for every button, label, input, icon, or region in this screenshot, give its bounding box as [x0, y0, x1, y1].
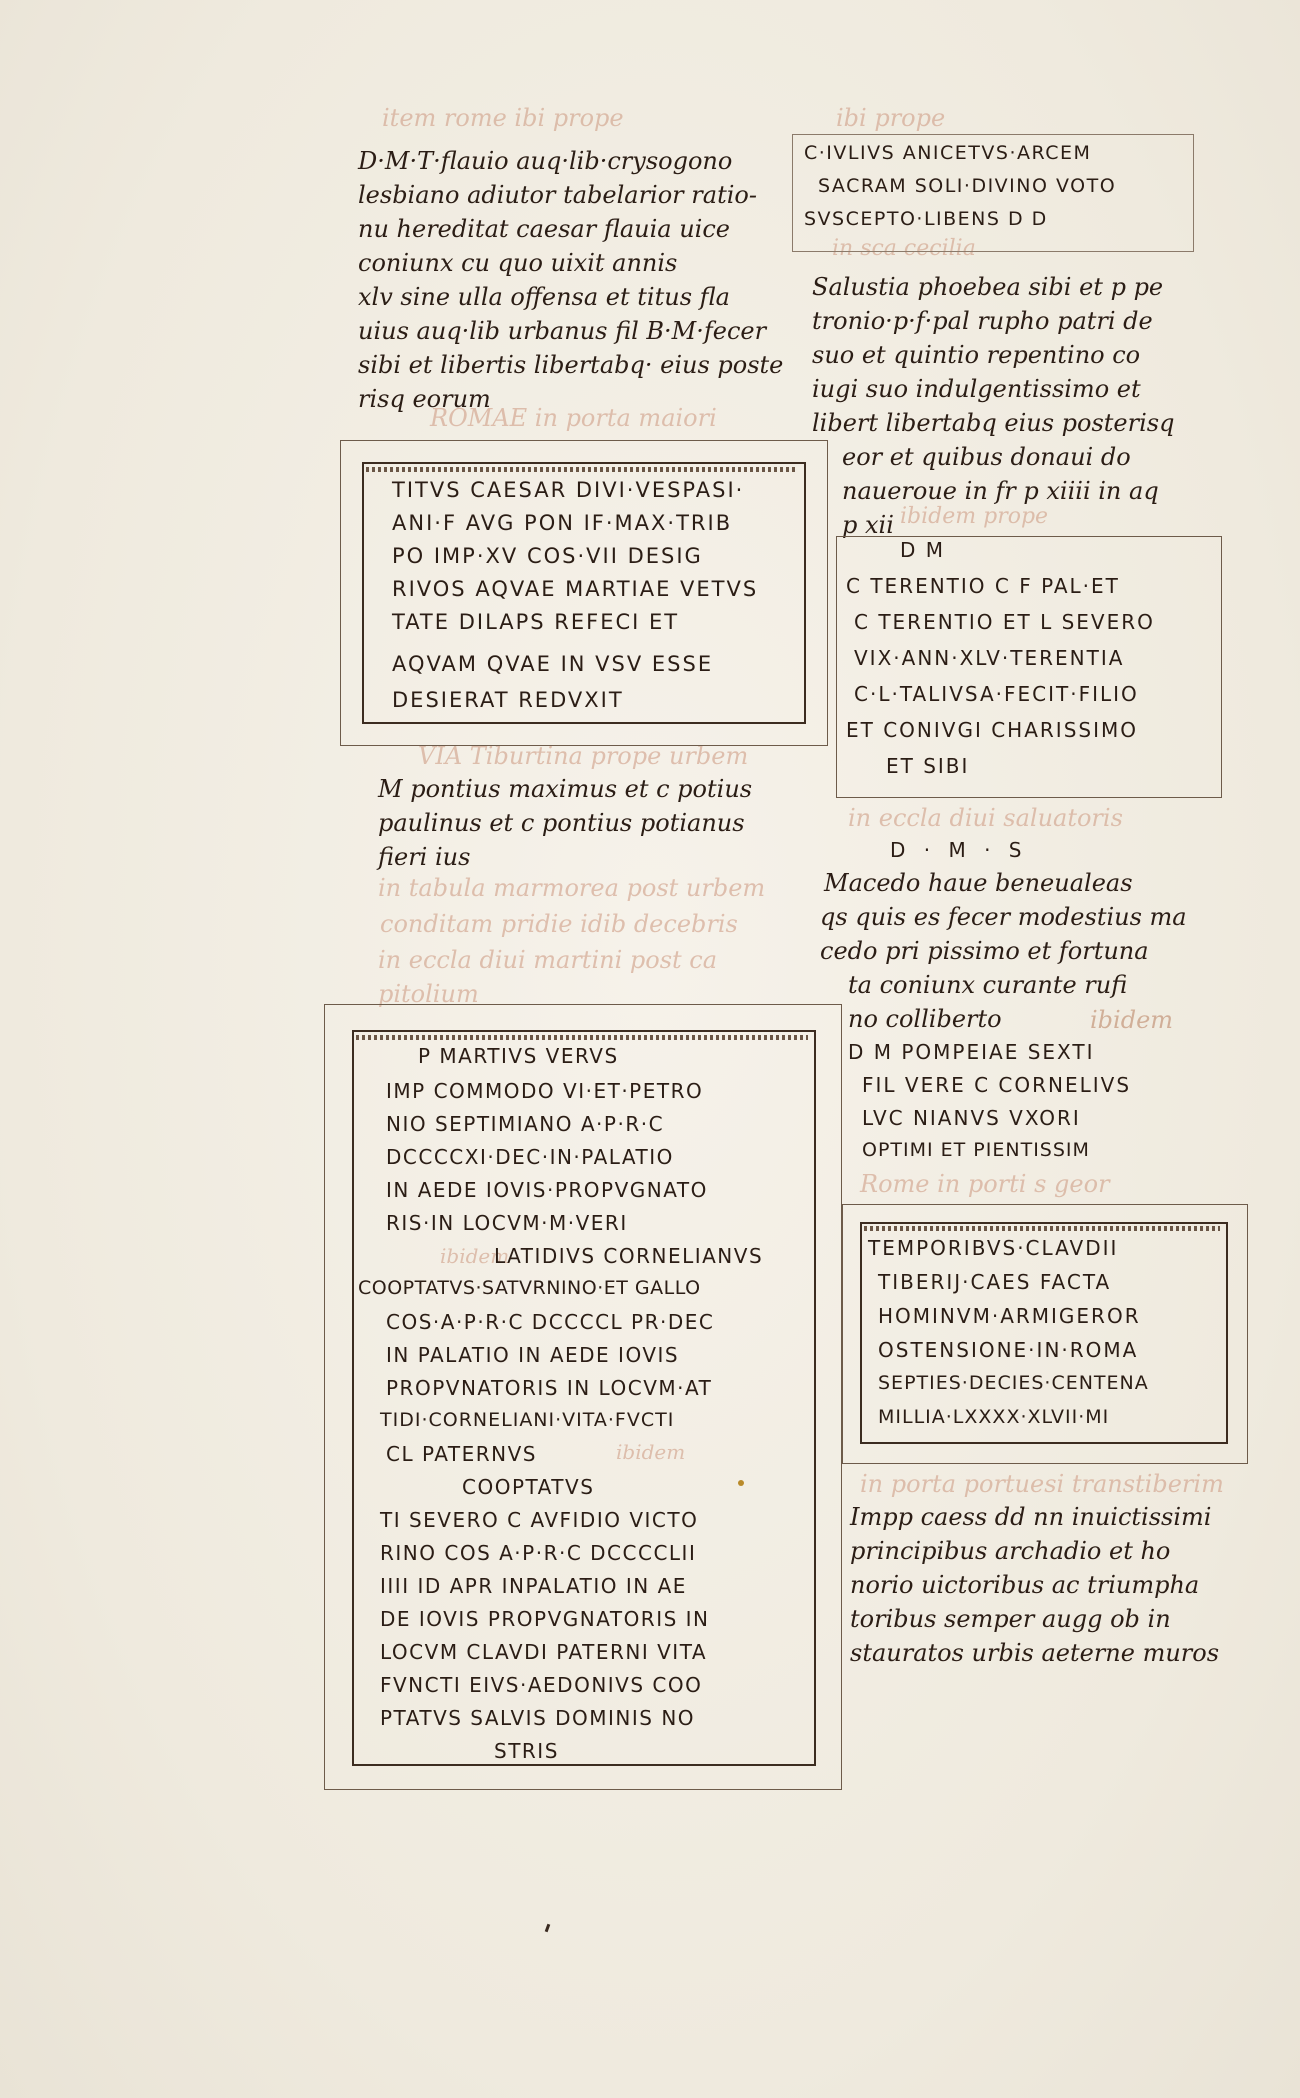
caps-line: OSTENSIONE·IN·ROMA: [878, 1338, 1139, 1362]
caps-line: TITVS CAESAR DIVI·VESPASI·: [392, 478, 745, 502]
text-line: iugi suo indulgentissimo et: [812, 375, 1141, 403]
caps-line: IMP COMMODO VI·ET·PETRO: [386, 1079, 704, 1103]
caps-line: STRIS: [494, 1739, 559, 1763]
caps-line: NIO SEPTIMIANO A·P·R·C: [386, 1112, 665, 1136]
caps-line: IN AEDE IOVIS·PROPVGNATO: [386, 1178, 708, 1202]
caps-line: CL PATERNVS: [386, 1442, 537, 1466]
ink-mark: [545, 1924, 551, 1933]
rubric-sca-cecilia: in sca cecilia: [832, 236, 976, 261]
frame-titus-band: [366, 467, 798, 472]
rubric-porta-maiori: ROMAE in porta maiori: [430, 404, 717, 432]
caps-line: RIVOS AQVAE MARTIAE VETVS: [392, 577, 759, 601]
caps-line: FVNCTI EIVS·AEDONIVS COO: [380, 1673, 703, 1697]
inscription-pontius: [378, 772, 752, 874]
caps-line: DE IOVIS PROPVGNATORIS IN: [380, 1607, 710, 1631]
caps-line: IIII ID APR INPALATIO IN AE: [380, 1574, 687, 1598]
text-line: suo et quintio repentino co: [812, 341, 1141, 369]
text-line: xlv sine ulla offensa et titus fla: [358, 283, 730, 311]
caps-line: ET SIBI: [886, 754, 970, 778]
rubric-porta-portuesi: in porta portuesi transtiberim: [860, 1470, 1224, 1498]
text-line: p xii: [842, 511, 894, 539]
caps-line: P MARTIVS VERVS: [418, 1044, 619, 1068]
caps-line: TIDI·CORNELIANI·VITA·FVCTI: [380, 1409, 675, 1431]
inscription-pompeiae: [848, 1040, 1131, 1172]
caps-line: PROPVNATORIS IN LOCVM·AT: [386, 1376, 713, 1400]
caps-line: COS·A·P·R·C DCCCCL PR·DEC: [386, 1310, 715, 1334]
text-line: lesbiano adiutor tabelarior ratio-: [358, 181, 757, 209]
caps-line: C·IVLIVS ANICETVS·ARCEM: [804, 142, 1092, 164]
rubric-item-rome: item rome ibi prope: [382, 104, 624, 132]
caps-line: RIS·IN LOCVM·M·VERI: [386, 1211, 628, 1235]
rubric-ibidem-right: ibidem: [1090, 1006, 1174, 1034]
text-line: M pontius maximus et c potius: [378, 775, 753, 803]
text-line: risq eorum: [358, 385, 491, 413]
inscription-flauio: [358, 144, 783, 416]
frame-claudii-band: [864, 1226, 1220, 1231]
text-line: ta coniunx curante rufi: [848, 971, 1128, 999]
caps-line: PTATVS SALVIS DOMINIS NO: [380, 1706, 696, 1730]
caps-line: ET CONIVGI CHARISSIMO: [846, 718, 1138, 742]
caps-line: C TERENTIO ET L SEVERO: [854, 610, 1155, 634]
inscription-dms-head: D · M · S: [890, 838, 1028, 862]
rubric-ibidem-paternus: ibidem: [616, 1440, 686, 1464]
rubric-ibi-prope: ibi prope: [836, 104, 946, 132]
caps-line: IN PALATIO IN AEDE IOVIS: [386, 1343, 680, 1367]
caps-line: SVSCEPTO·LIBENS D D: [804, 208, 1048, 230]
text-line: tronio·p·f·pal rupho patri de: [812, 307, 1153, 335]
caps-line: TIBERIJ·CAES FACTA: [878, 1270, 1112, 1294]
caps-line: AQVAM QVAE IN VSV ESSE: [392, 652, 714, 676]
caps-line: HOMINVM·ARMIGEROR: [878, 1304, 1141, 1328]
text-line: principibus archadio et ho: [850, 1537, 1171, 1565]
rubric-ibidem-box2: ibidem: [440, 1244, 510, 1268]
caps-line: COOPTATVS·SATVRNINO·ET GALLO: [358, 1277, 701, 1299]
text-line: no colliberto: [848, 1005, 1002, 1033]
frame-martius-band: [356, 1035, 808, 1040]
text-line: naueroue in fr p xiiii in aq: [842, 477, 1159, 505]
text-line: coniunx cu quo uixit annis: [358, 249, 678, 277]
caps-line: TATE DILAPS REFECI ET: [392, 610, 680, 634]
caps-line: COOPTATVS: [462, 1475, 595, 1499]
ornament-dot: [738, 1480, 744, 1486]
caps-line: LOCVM CLAVDI PATERNI VITA: [380, 1640, 708, 1664]
caps-line: MILLIA·LXXXX·XLVII·MI: [878, 1406, 1110, 1428]
caps-line: DESIERAT REDVXIT: [392, 688, 624, 712]
text-line: cedo pri pissimo et fortuna: [820, 937, 1149, 965]
rubric-ibidem-prope: ibidem prope: [900, 504, 1049, 529]
caps-line: C·L·TALIVSA·FECIT·FILIO: [854, 682, 1139, 706]
caps-line: DCCCCXI·DEC·IN·PALATIO: [386, 1145, 674, 1169]
inscription-salustia: [812, 270, 1174, 542]
inscription-terentio: [846, 538, 1155, 787]
text-line: fieri ius: [378, 843, 471, 871]
text-line: toribus semper augg ob in: [850, 1605, 1171, 1633]
text-line: Salustia phoebea sibi et p pe: [812, 273, 1164, 301]
caps-line: PO IMP·XV COS·VII DESIG: [392, 544, 703, 568]
caps-line: LVC NIANVS VXORI: [862, 1106, 1081, 1130]
caps-line: OPTIMI ET PIENTISSIM: [862, 1139, 1090, 1161]
inscription-claudii: [868, 1236, 1149, 1439]
rubric-diui-martini: in eccla diui martini post ca: [378, 946, 718, 974]
caps-line: C TERENTIO C F PAL·ET: [846, 574, 1120, 598]
caps-line: VIX·ANN·XLV·TERENTIA: [854, 646, 1125, 670]
rubric-pitolium: pitolium: [378, 980, 479, 1008]
caps-line: TI SEVERO C AVFIDIO VICTO: [380, 1508, 699, 1532]
text-line: qs quis es fecer modestius ma: [820, 903, 1187, 931]
text-line: D·M·T·flauio auq·lib·crysogono: [358, 147, 733, 175]
caps-line: LATIDIVS CORNELIANVS: [494, 1244, 764, 1268]
rubric-porti-geor: Rome in porti s geor: [860, 1170, 1110, 1198]
caps-line: SEPTIES·DECIES·CENTENA: [878, 1372, 1149, 1394]
text-line: norio uictoribus ac triumpha: [850, 1571, 1200, 1599]
caps-line: ANI·F AVG PON IF·MAX·TRIB: [392, 511, 733, 535]
text-line: eor et quibus donaui do: [842, 443, 1131, 471]
caps-line: TEMPORIBVS·CLAVDII: [868, 1236, 1119, 1260]
text-line: uius auq·lib urbanus fil B·M·fecer: [358, 317, 767, 345]
caps-line: SACRAM SOLI·DIVINO VOTO: [818, 175, 1117, 197]
text-line: sibi et libertis libertabq· eius poste: [358, 351, 784, 379]
inscription-iulius: [804, 142, 1116, 241]
rubric-via-tiburtina: VIA Tiburtina prope urbem: [418, 742, 749, 770]
inscription-macedo: [820, 866, 1187, 1036]
rubric-pridie-idib: conditam pridie idib decebris: [380, 910, 738, 938]
inscription-impp: [850, 1500, 1219, 1670]
caps-line: RINO COS A·P·R·C DCCCCLII: [380, 1541, 697, 1565]
inscription-martius: [358, 1044, 808, 1772]
caps-line: D M: [900, 538, 946, 562]
text-line: Impp caess dd nn inuictissimi: [850, 1503, 1212, 1531]
rubric-tabula-marmorea: in tabula marmorea post urbem: [378, 874, 766, 902]
inscription-titus: [392, 478, 758, 721]
text-line: libert libertabq eius posterisq: [812, 409, 1175, 437]
text-line: nu hereditat caesar flauia uice: [358, 215, 730, 243]
rubric-diui-saluatoris: in eccla diui saluatoris: [848, 804, 1123, 832]
text-line: Macedo haue beneualeas: [824, 869, 1133, 897]
caps-line: FIL VERE C CORNELIVS: [862, 1073, 1132, 1097]
text-line: paulinus et c pontius potianus: [378, 809, 745, 837]
caps-line: D M POMPEIAE SEXTI: [848, 1040, 1095, 1064]
text-line: stauratos urbis aeterne muros: [850, 1639, 1220, 1667]
